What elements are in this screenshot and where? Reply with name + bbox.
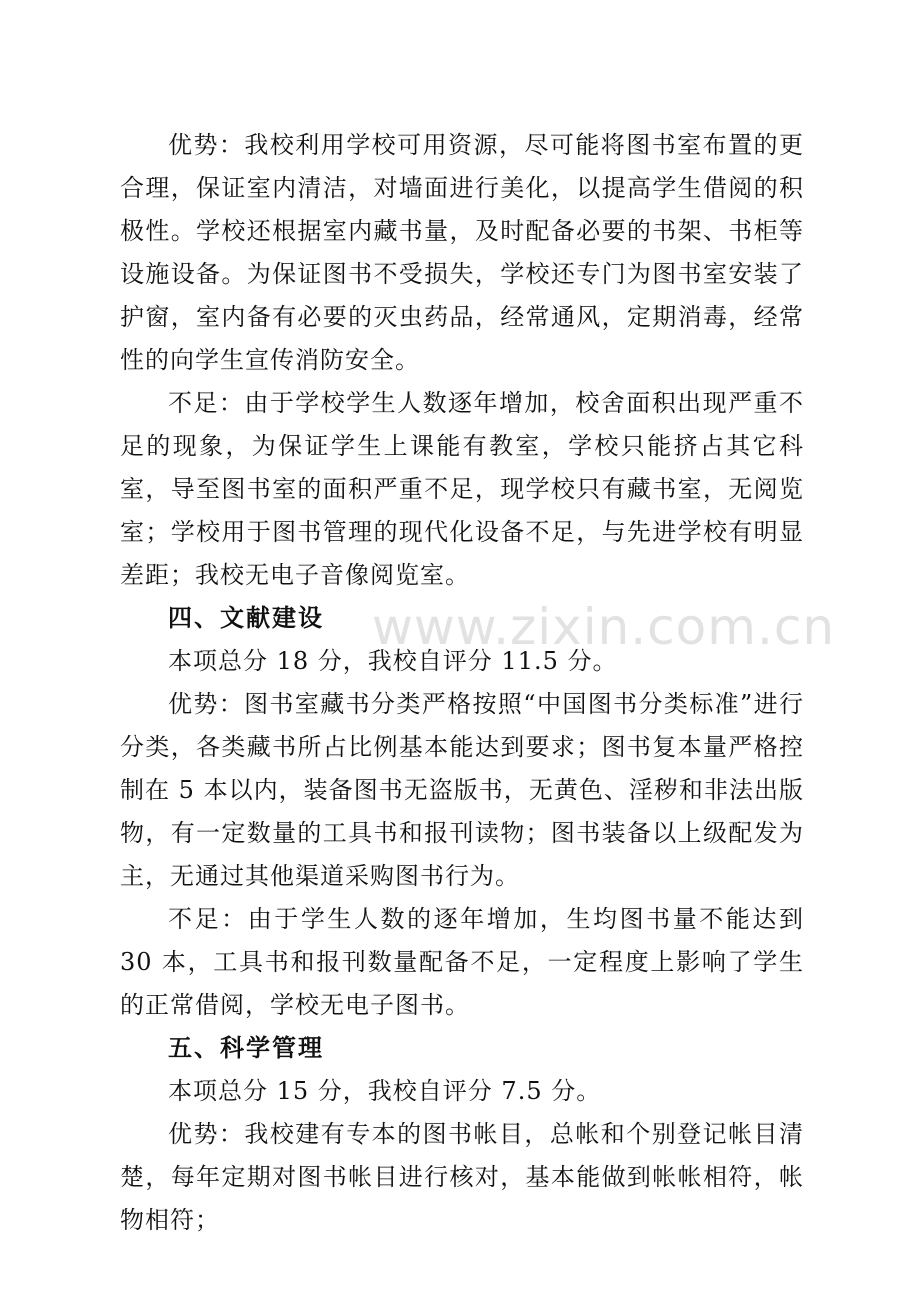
paragraph-literature-score: 本项总分 18 分，我校自评分 11.5 分。 xyxy=(168,647,618,675)
document-body xyxy=(120,124,804,1242)
paragraph-facility-shortcomings: 不足：由于学校学生人数逐年增加，校舍面积出现严重不足的现象，为保证学生上课能有教室，学校只能挤占其它科室，导至图书室的面积严重不足，现学校只有藏书室，无阅览室；学校用于图书管理的现代化设备不足，与先进学校有明显差距；我校无电子音像阅览室。 xyxy=(120,389,804,589)
section-heading-management: 五、科学管理 xyxy=(168,1034,324,1062)
paragraph-management-score: 本项总分 15 分，我校自评分 7.5 分。 xyxy=(168,1077,602,1105)
paragraph-facility-advantages: 优势：我校利用学校可用资源，尽可能将图书室布置的更合理，保证室内清洁，对墙面进行美化，以提高学生借阅的积极性。学校还根据室内藏书量，及时配备必要的书架、书柜等设施设备。为保证图书不受损失，学校还专门为图书室安装了护窗，室内备有必要的灭虫药品，经常通风，定期消毒，经常性的向学生宣传消防安全。 xyxy=(120,131,804,374)
watermark: www.zixin.com.cn xyxy=(372,598,836,656)
section-heading-literature: 四、文献建设 xyxy=(168,604,324,632)
paragraph-management-advantages: 优势：我校建有专本的图书帐目，总帐和个别登记帐目清楚，每年定期对图书帐目进行核对，基本能做到帐帐相符，帐物相符； xyxy=(120,1120,804,1234)
paragraph-literature-advantages: 优势：图书室藏书分类严格按照“中国图书分类标准”进行分类，各类藏书所占比例基本能达到要求；图书复本量严格控制在 5 本以内，装备图书无盗版书，无黄色、淫秽和非法出版物，有一定数量的工具书和报刊读物；图书装备以上级配发为主，无通过其他渠道采购图书行为。 xyxy=(120,690,804,890)
paragraph-literature-shortcomings: 不足：由于学生人数的逐年增加，生均图书量不能达到 30 本，工具书和报刊数量配备不足，一定程度上影响了学生的正常借阅，学校无电子图书。 xyxy=(120,905,804,1019)
